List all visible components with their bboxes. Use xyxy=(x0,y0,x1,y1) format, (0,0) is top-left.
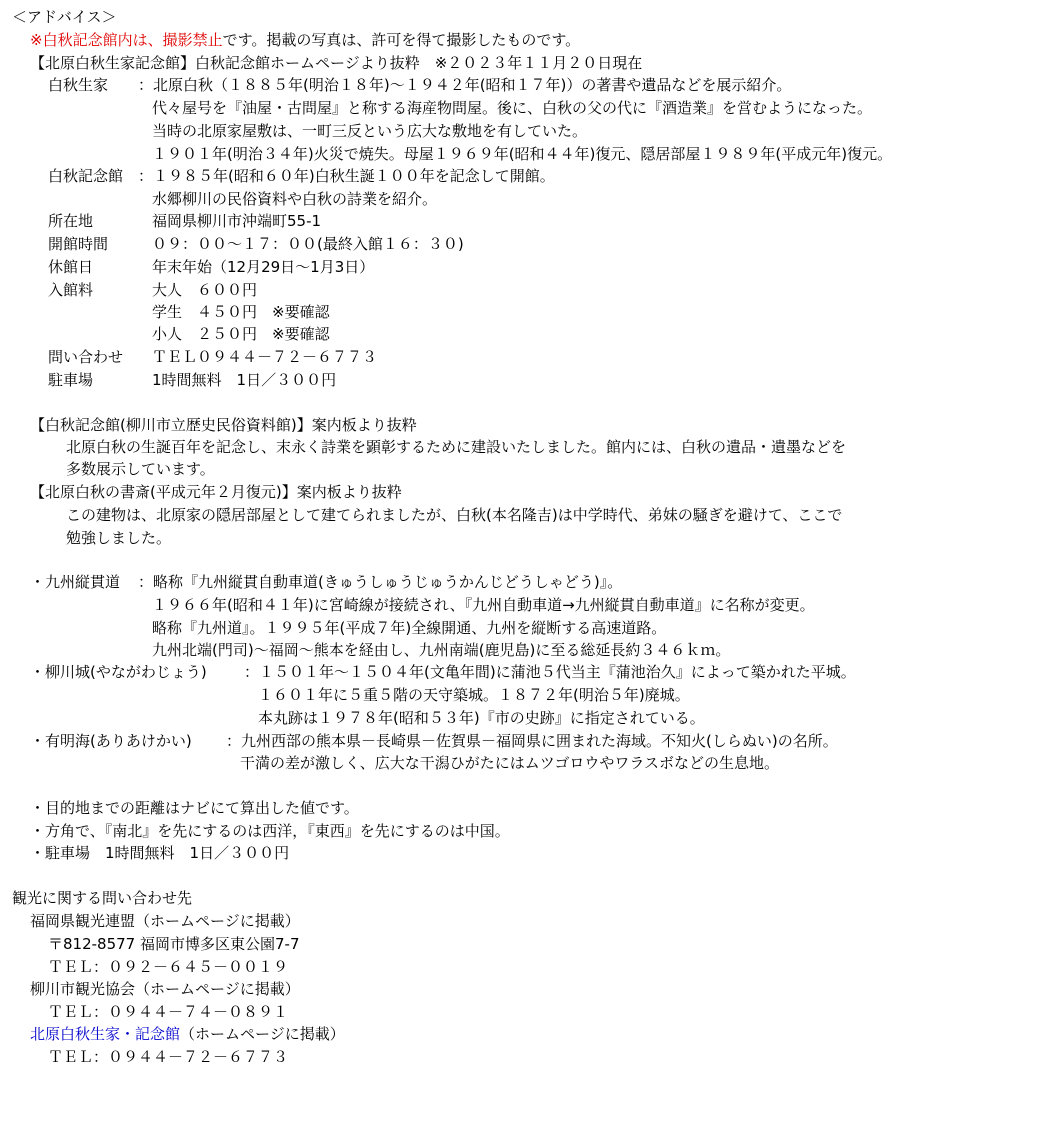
homepage-excerpt-title: 【北原白秋生家記念館】白秋記念館ホームページより抜粋 ※２０２３年１１月２０日現在 xyxy=(30,54,643,72)
castle-label: ・柳川城(やながわじょう) xyxy=(30,663,207,681)
birthplace-line: １９０１年(明治３４年)火災で焼失。母屋１９６９年(昭和４４年)復元、隠居部屋１９８９年(平成元年)復元。 xyxy=(152,145,893,163)
board2-title: 【北原白秋の書斎(平成元年２月復元)】案内板より抜粋 xyxy=(30,483,402,501)
hours-value: ０９：００～１７：００(最終入館１６：３０) xyxy=(152,235,464,253)
photo-notice xyxy=(30,29,580,51)
board1-text: 北原白秋の生誕百年を記念し、末永く詩業を顕彰するために建設いたしました。館内には、白秋の遺品・遺墨などを xyxy=(66,438,847,456)
memorial-label: 白秋記念館 xyxy=(48,167,124,185)
fee-student: 学生 ４５０円 ※要確認 xyxy=(152,303,330,321)
tourism-heading: 観光に関する問い合わせ先 xyxy=(12,889,193,907)
memorial-line: 水郷柳川の民俗資料や白秋の詩業を紹介。 xyxy=(152,190,438,208)
fukuoka-address: 〒812-8577 福岡市博多区東公園7-7 xyxy=(48,935,300,953)
closed-value: 年末年始（12月29日～1月3日） xyxy=(152,258,375,276)
castle-line: ：１５０１年～１５０４年(文亀年間)に蒲池５代当主『蒲池治久』によって築かれた平城。 xyxy=(244,663,856,681)
board1-title: 【白秋記念館(柳川市立歴史民俗資料館)】案内板より抜粋 xyxy=(30,416,417,434)
board2-text: 勉強しました。 xyxy=(66,529,172,547)
note-direction: ・方角で、『南北』を先にするのは西洋，『東西』を先にするのは中国。 xyxy=(30,822,510,840)
expressway-line: ：略称『九州縦貫自動車道(きゅうしゅうじゅうかんじどうしゃどう)』。 xyxy=(138,573,623,591)
photo-notice-rest: です。掲載の写真は、許可を得て撮影したものです。 xyxy=(222,31,581,49)
castle-line: 本丸跡は１９７８年(昭和５３年)『市の史跡』に指定されている。 xyxy=(258,709,705,727)
birthplace-label: 白秋生家 xyxy=(48,76,109,94)
hakushu-note: （ホームページに掲載） xyxy=(180,1025,345,1043)
hours-label: 開館時間 xyxy=(48,235,109,253)
ariake-label: ・有明海(ありあけかい) xyxy=(30,732,192,750)
fukuoka-tel: ＴＥＬ：０９２－６４５－００１９ xyxy=(48,958,289,976)
memorial-line: ：１９８５年(昭和６０年)白秋生誕１００年を記念して開館。 xyxy=(138,167,555,185)
photo-prohibition: ※白秋記念館内は、撮影禁止 xyxy=(30,31,223,49)
expressway-label: ・九州縦貫道 xyxy=(30,573,121,591)
castle-line: １６０１年に５重５階の天守築城。１８７２年(明治５年)廃城。 xyxy=(258,686,690,704)
ariake-line: ：九州西部の熊本県－長崎県－佐賀県－福岡県に囲まれた海域。不知火(しらぬい)の名所。 xyxy=(226,732,838,750)
address-label: 所在地 xyxy=(48,212,94,230)
advice-header: ＜アドバイス＞ xyxy=(12,8,117,26)
fukuoka-org: 福岡県観光連盟（ホームページに掲載） xyxy=(30,912,300,930)
ariake-line: 干満の差が激しく、広大な干潟ひがたにはムツゴロウやワラスボなどの生息地。 xyxy=(240,754,779,772)
note-distance: ・目的地までの距離はナビにて算出した値です。 xyxy=(30,799,359,817)
yanagawa-tel: ＴＥＬ：０９４４－７４－０８９１ xyxy=(48,1003,289,1021)
board2-text: この建物は、北原家の隠居部屋として建てられましたが、白秋(本名隆吉)は中学時代、弟妹の騒ぎを避けて、ここで xyxy=(66,506,843,524)
note-parking: ・駐車場 1時間無料 1日／３００円 xyxy=(30,844,290,862)
expressway-line: 九州北端(門司)～福岡～熊本を経由し、九州南端(鹿児島)に至る総延長約３４６ｋｍ。 xyxy=(152,641,731,659)
parking-label: 駐車場 xyxy=(48,371,94,389)
birthplace-line: 代々屋号を『油屋・古問屋』と称する海産物問屋。後に、白秋の父の代に『酒造業』を営むようになった。 xyxy=(152,99,873,117)
hakushu-tel: ＴＥＬ：０９４４－７２－６７７３ xyxy=(48,1048,289,1066)
fee-child: 小人 ２５０円 ※要確認 xyxy=(152,325,330,343)
closed-label: 休館日 xyxy=(48,258,94,276)
birthplace-line: ：北原白秋（１８８５年(明治１８年)～１９４２年(昭和１７年)）の著書や遺品などを展示紹介。 xyxy=(138,76,792,94)
hakushu-contact xyxy=(30,1023,345,1045)
fee-adult: 大人 ６００円 xyxy=(152,281,258,299)
yanagawa-org: 柳川市観光協会（ホームページに掲載） xyxy=(30,980,300,998)
parking-value: 1時間無料 1日／３００円 xyxy=(152,371,337,389)
contact-label: 問い合わせ xyxy=(48,348,124,366)
board1-text: 多数展示しています。 xyxy=(66,460,215,478)
expressway-line: １９６６年(昭和４１年)に宮崎線が接続され、『九州自動車道→九州縦貫自動車道』に名称が変更。 xyxy=(152,596,815,614)
hakushu-link[interactable]: 北原白秋生家・記念館 xyxy=(30,1025,181,1043)
fee-label: 入館料 xyxy=(48,281,94,299)
contact-value: ＴＥＬ０９４４－７２－６７７３ xyxy=(152,348,378,366)
address-value: 福岡県柳川市沖端町55-1 xyxy=(152,212,322,230)
expressway-line: 略称『九州道』。１９９５年(平成７年)全線開通、九州を縦断する高速道路。 xyxy=(152,619,667,637)
birthplace-line: 当時の北原家屋敷は、一町三反という広大な敷地を有していた。 xyxy=(152,122,588,140)
